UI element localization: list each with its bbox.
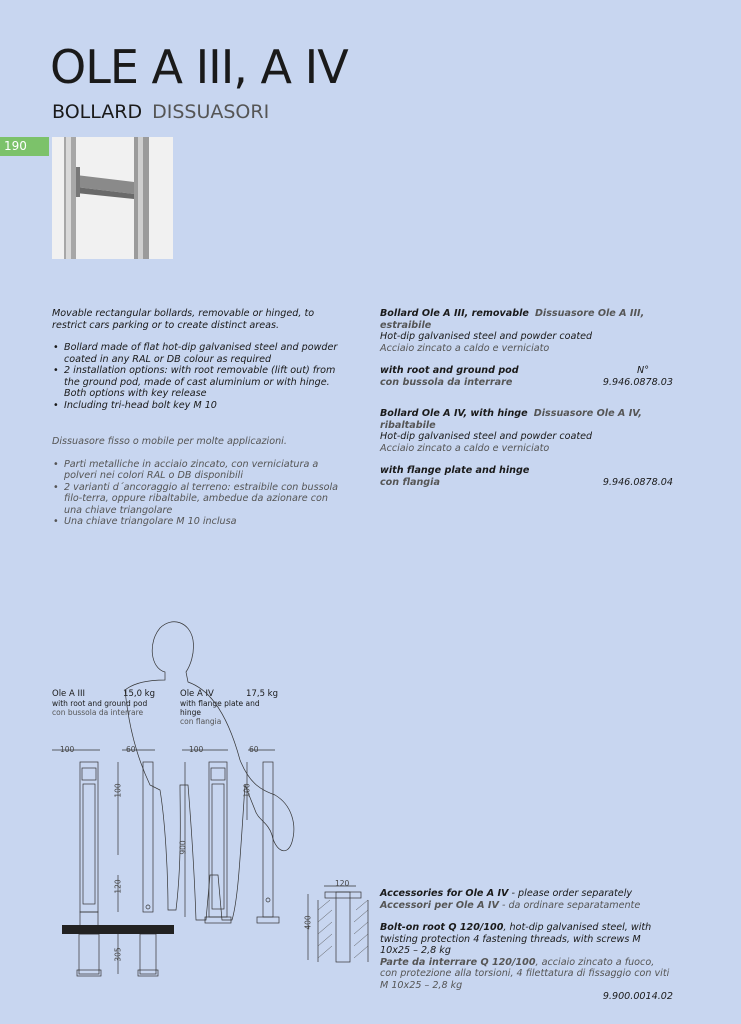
- a3-side-post: [143, 762, 153, 912]
- p2-code: 9.946.0878.04: [602, 476, 673, 488]
- p2-line2: Acciaio zincato a caldo e verniciato: [380, 442, 550, 454]
- page-number-badge: 190: [0, 137, 49, 156]
- p1-title-en: Bollard Ole A III, removable: [380, 308, 529, 319]
- a4-side-post: [263, 762, 273, 917]
- a3-desc-en: with root and ground pod: [52, 699, 148, 708]
- product-photo: [52, 137, 173, 259]
- dim-100-a3: 100: [60, 745, 75, 754]
- p2-line1: Hot-dip galvanised steel and powder coated: [380, 431, 593, 442]
- acc-title-en: Accessories for Ole A IV: [380, 888, 509, 899]
- p2-title-it: Dissuasore Ole A IV, ribaltabile: [380, 408, 642, 431]
- bullet: • 2 installation options: with root removable (lift out) from the ground pod, made of cast aluminium or with hinge. Both options with key release: [64, 365, 346, 400]
- bullet: • Including tri-head bolt key M 10: [64, 400, 346, 412]
- acc-title-it: Accessori per Ole A IV: [380, 899, 499, 911]
- a4-weight: 17,5 kg: [246, 689, 278, 699]
- subtitle-en: BOLLARD: [52, 101, 143, 123]
- intro-it: Dissuasore fisso o mobile per molte applicazioni.: [52, 436, 287, 447]
- no-label: N°: [637, 365, 649, 376]
- acc-item-en-bold: Bolt-on root Q 120/100: [380, 922, 504, 933]
- bullets-en: [52, 342, 346, 411]
- p2-option-it: con flangia: [380, 476, 440, 488]
- a4-name: Ole A IV: [180, 689, 214, 699]
- dim-100-v-a4: 100: [242, 783, 252, 798]
- page-title: OLE A III, A IV: [50, 40, 348, 94]
- dim-100-a4: 100: [189, 745, 204, 754]
- a3-desc-it: con bussola da interrare: [52, 708, 144, 717]
- p2-option-en: with flange plate and hinge: [380, 465, 530, 476]
- subtitle-it: DISSUASORI: [152, 101, 270, 123]
- acc-item-it-bold: Parte da interrare Q 120/100: [380, 956, 536, 968]
- acc-note-en: - please order separately: [508, 888, 633, 899]
- ground-plate: [62, 925, 174, 934]
- acc-note-it: - da ordinare separatamente: [498, 899, 641, 911]
- bullet: • Parti metalliche in acciaio zincato, con verniciatura a polveri nei colori RAL o DB disponibili: [64, 459, 346, 482]
- a4-desc-en: with flange plate and hinge: [180, 699, 260, 717]
- p1-code: 9.946.0878.03: [602, 376, 673, 388]
- dim-100-v-a3: 100: [113, 783, 123, 798]
- p1-line2: Acciaio zincato a caldo e verniciato: [380, 342, 550, 354]
- page-subtitle: [52, 101, 269, 123]
- product-list: [380, 308, 673, 488]
- dim-400: 400: [303, 915, 313, 930]
- p1-option-it: con bussola da interrare: [380, 376, 513, 388]
- human-silhouette: [125, 622, 294, 920]
- bullets-it: [52, 459, 346, 528]
- dim-60-a4: 60: [249, 745, 259, 754]
- a4-desc-it: con flangia: [180, 717, 222, 726]
- p1-title-it: Dissuasore Ole A III, estraibile: [380, 308, 645, 331]
- bullet: • 2 varianti d´ancoraggio al terreno: estraibile con bussola filo-terra, oppure ribaltabile, ambedue da azionare con una chiave triangolare: [64, 482, 346, 517]
- acc-item-it: , acciaio zincato a fuoco, con protezione alla torsioni, 4 filettatura di fissaggio con viti M 10x25 – 2,8 kg: [380, 956, 670, 991]
- dim-900: 900: [178, 840, 188, 855]
- left-text-en: [52, 308, 346, 411]
- left-text-it: [52, 436, 346, 528]
- acc-item-en: , hot-dip galvanised steel, with twisting protection 4 fastening threads, with screws M 10x25 – 2,8 kg: [380, 922, 652, 956]
- bullet: • Bollard made of flat hot-dip galvanised steel and powder coated in any RAL or DB colour as required: [64, 342, 346, 365]
- acc-code: 9.900.0014.02: [602, 991, 673, 1002]
- dim-120-v: 120: [113, 879, 123, 894]
- a3-name: Ole A III: [52, 689, 86, 699]
- dim-120-h: 120: [335, 879, 350, 888]
- p2-title-en: Bollard Ole A IV, with hinge: [380, 408, 528, 419]
- accessory-root: [336, 892, 350, 962]
- accessories-block: [380, 888, 673, 1003]
- p1-option-en: with root and ground pod: [380, 365, 519, 376]
- bullet: • Una chiave triangolare M 10 inclusa: [64, 516, 346, 528]
- p1-line1: Hot-dip galvanised steel and powder coated: [380, 331, 593, 342]
- dim-60-a3: 60: [126, 745, 136, 754]
- a3-weight: 15,0 kg: [123, 689, 155, 699]
- dim-305: 305: [113, 947, 123, 962]
- intro-en: Movable rectangular bollards, removable or hinged, to restrict cars parking or to create distinct areas.: [52, 308, 315, 331]
